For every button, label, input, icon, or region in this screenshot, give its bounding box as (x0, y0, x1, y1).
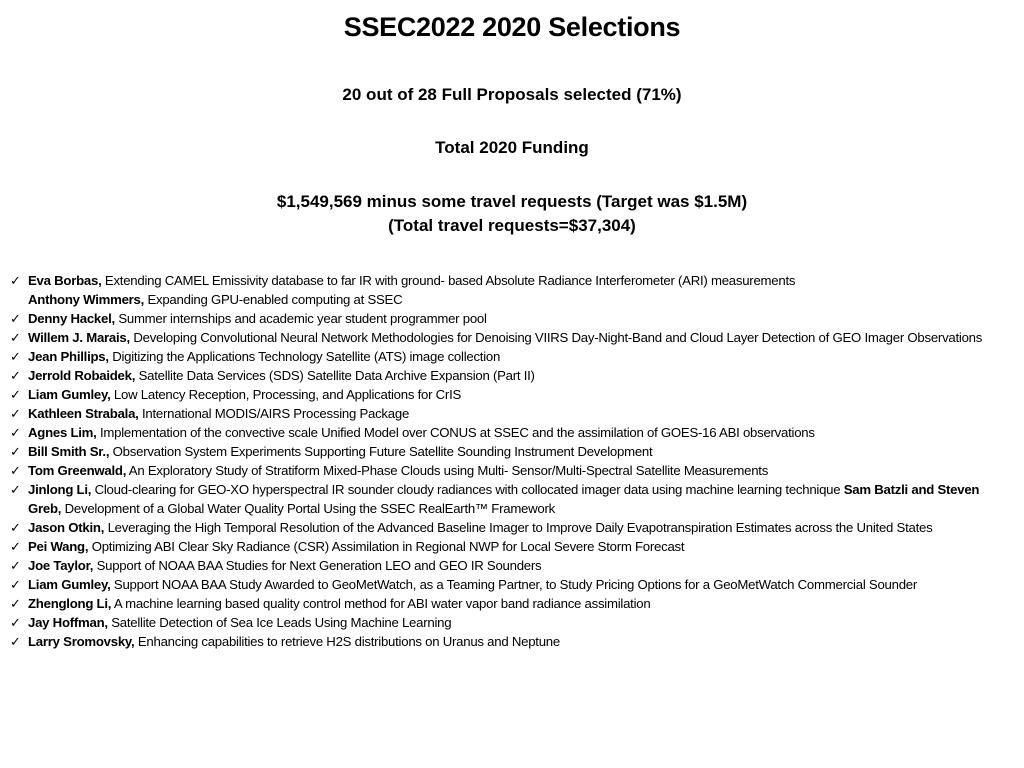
list-item (10, 385, 1010, 404)
item-name: Anthony Wimmers, (28, 292, 145, 307)
item-name: Kathleen Strabala, (28, 406, 139, 421)
list-item (10, 594, 1010, 613)
checkmark-icon: ✓ (10, 273, 21, 288)
item-name: Jinlong Li, (28, 482, 92, 497)
item-desc: Expanding GPU-enabled computing at SSEC (144, 292, 403, 307)
checkmark-icon: ✓ (10, 634, 21, 649)
selections-list (10, 271, 1010, 651)
list-item (10, 537, 1010, 556)
list-item (10, 575, 1010, 594)
list-item (10, 366, 1010, 385)
item-name: Jay Hoffman, (28, 615, 108, 630)
checkmark-icon: ✓ (10, 615, 21, 630)
list-item (10, 613, 1010, 632)
list-item (10, 632, 1010, 651)
checkmark-icon: ✓ (10, 311, 21, 326)
item-name: Denny Hackel, (28, 311, 115, 326)
item-name: Larry Sromovsky, (28, 634, 135, 649)
checkmark-icon: ✓ (10, 425, 21, 440)
item-desc: Summer internships and academic year student programmer pool (114, 311, 487, 326)
checkmark-icon: ✓ (10, 558, 21, 573)
list-item (10, 290, 1010, 309)
item-name: Eva Borbas, (28, 273, 102, 288)
list-item (10, 309, 1010, 328)
item-desc: Support NOAA BAA Study Awarded to GeoMetWatch, as a Teaming Partner, to Study Pricing Options for a GeoMetWatch Commercial Sounder (110, 577, 918, 592)
item-desc: Low Latency Reception, Processing, and Applications for CrIS (110, 387, 462, 402)
checkmark-icon: ✓ (10, 596, 21, 611)
checkmark-icon: ✓ (10, 577, 21, 592)
item-name: Joe Taylor, (28, 558, 94, 573)
checkmark-icon: ✓ (10, 482, 21, 497)
list-item (10, 423, 1010, 442)
checkmark-icon: ✓ (10, 349, 21, 364)
item-desc: Development of a Global Water Quality Portal Using the SSEC RealEarth™ Framework (61, 501, 555, 516)
item-name: Willem J. Marais, (28, 330, 130, 345)
item-desc: Enhancing capabilities to retrieve H2S distributions on Uranus and Neptune (134, 634, 560, 649)
list-item (10, 480, 1010, 518)
item-name: Jean Phillips, (28, 349, 109, 364)
item-name: Bill Smith Sr., (28, 444, 110, 459)
item-desc: Leveraging the High Temporal Resolution of the Advanced Baseline Imager to Improve Daily Evapotranspiration Estimates across the United States (104, 520, 933, 535)
item-desc: Observation System Experiments Supporting Future Satellite Sounding Instrument Development (109, 444, 653, 459)
item-name: Sam Batzli and Steven Greb, (28, 482, 980, 516)
item-desc: Satellite Detection of Sea Ice Leads Using Machine Learning (107, 615, 452, 630)
list-item (10, 328, 1010, 347)
item-desc: Digitizing the Applications Technology Satellite (ATS) image collection (108, 349, 501, 364)
list-item (10, 461, 1010, 480)
checkmark-icon: ✓ (10, 330, 21, 345)
item-desc: Support of NOAA BAA Studies for Next Generation LEO and GEO IR Sounders (93, 558, 542, 573)
item-desc: An Exploratory Study of Stratiform Mixed-Phase Clouds using Multi- Sensor/Multi-Spectral Satellite Measurements (126, 463, 769, 478)
funding-label: Total 2020 Funding (435, 138, 589, 157)
checkmark-icon: ✓ (10, 387, 21, 402)
item-desc: A machine learning based quality control method for ABI water vapor band radiance assimilation (111, 596, 651, 611)
item-desc: Cloud-clearing for GEO-XO hyperspectral IR sounder cloudy radiances with collocated imager data using machine learning technique (91, 482, 844, 497)
page-title: SSEC2022 2020 Selections (343, 12, 681, 42)
item-name: Agnes Lim, (28, 425, 97, 440)
funding-amount: $1,549,569 minus some travel requests (Target was $1.5M) (276, 192, 748, 211)
item-name: Liam Gumley, (28, 577, 111, 592)
item-name: Jason Otkin, (28, 520, 105, 535)
item-name: Tom Greenwald, (28, 463, 127, 478)
list-item (10, 556, 1010, 575)
checkmark-icon: ✓ (10, 539, 21, 554)
item-name: Pei Wang, (28, 539, 89, 554)
item-desc: Optimizing ABI Clear Sky Radiance (CSR) Assimilation in Regional NWP for Local Severe Storm Forecast (88, 539, 685, 554)
item-desc: International MODIS/AIRS Processing Package (138, 406, 410, 421)
item-desc: Satellite Data Services (SDS) Satellite Data Archive Expansion (Part II) (135, 368, 535, 383)
list-item (10, 404, 1010, 423)
travel-total: (Total travel requests=$37,304) (388, 216, 636, 235)
item-desc: Developing Convolutional Neural Network Methodologies for Denoising VIIRS Day-Night-Band and Cloud Layer Detection of GEO Imager Observations (129, 330, 983, 345)
item-name: Liam Gumley, (28, 387, 111, 402)
item-desc: Extending CAMEL Emissivity database to far IR with ground- based Absolute Radiance Interferometer (ARI) measurements (101, 273, 796, 288)
checkmark-icon: ✓ (10, 520, 21, 535)
item-name: Jerrold Robaidek, (28, 368, 136, 383)
list-item (10, 518, 1010, 537)
list-item (10, 442, 1010, 461)
checkmark-icon: ✓ (10, 368, 21, 383)
checkmark-icon: ✓ (10, 444, 21, 459)
checkmark-icon: ✓ (10, 406, 21, 421)
list-item (10, 271, 1010, 290)
list-item (10, 347, 1010, 366)
selection-summary: 20 out of 28 Full Proposals selected (71%) (342, 85, 682, 104)
item-name: Zhenglong Li, (28, 596, 112, 611)
item-desc: Implementation of the convective scale Unified Model over CONUS at SSEC and the assimilation of GOES-16 ABI observations (96, 425, 815, 440)
checkmark-icon: ✓ (10, 463, 21, 478)
